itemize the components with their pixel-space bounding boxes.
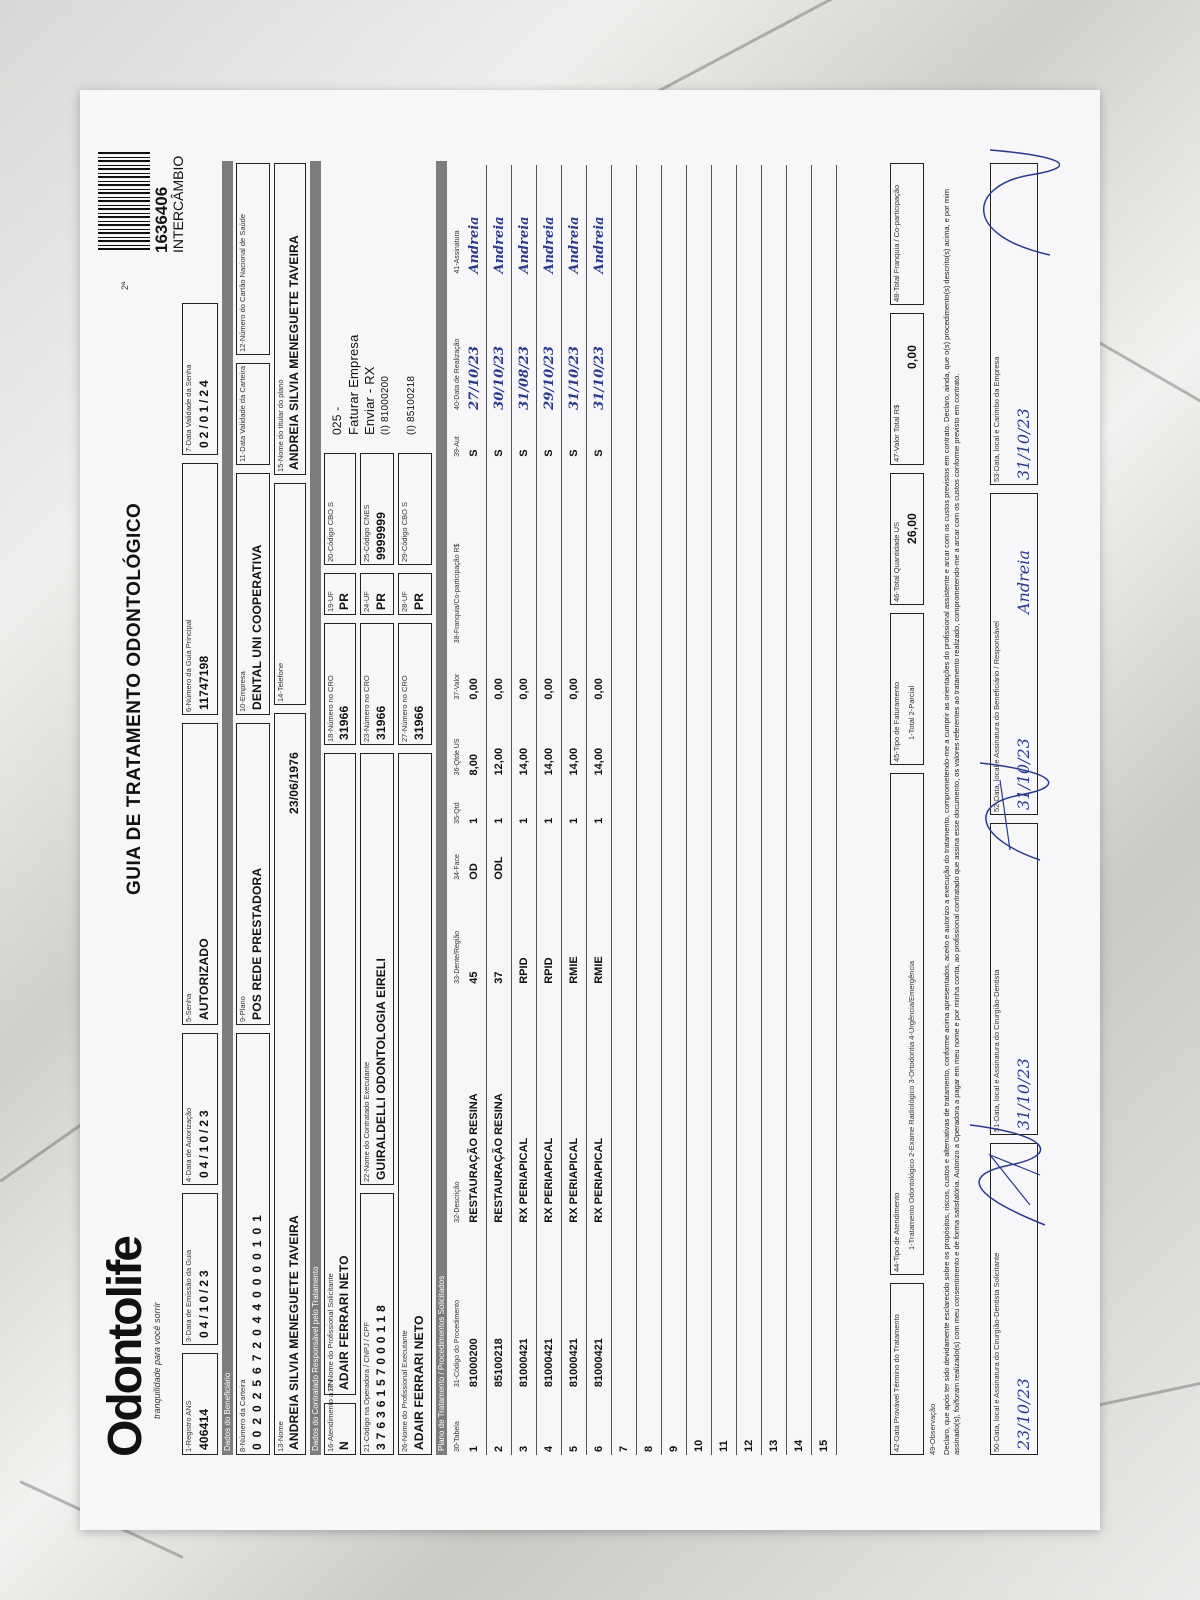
patient-signature: Andreia	[487, 165, 512, 277]
uf3-field: 28-UF PR	[398, 573, 432, 615]
row-number: 11	[712, 1390, 737, 1455]
procedure-code: 81000421	[512, 1226, 537, 1390]
rn-field: 16-Atendimento a RN N	[324, 1403, 356, 1455]
plan-field: 9-Plano POS REDE PRESTADORA	[236, 723, 270, 1025]
empty-cell	[787, 778, 812, 826]
procedure-description: RX PERIAPICAL	[562, 987, 587, 1226]
empty-cell	[637, 165, 662, 277]
company-signature-scribble	[950, 145, 1060, 265]
row-number: 12	[737, 1390, 762, 1455]
empty-cell	[762, 883, 787, 987]
authorized-flag: S	[462, 413, 487, 460]
procedure-description: RX PERIAPICAL	[512, 987, 537, 1226]
table-row	[462, 165, 487, 1455]
cnes-field: 25-Código CNES 9999999	[360, 453, 394, 565]
issue-date-field: 3-Data de Emissão da Guia 04/10/23	[182, 1193, 218, 1345]
franquia	[462, 460, 487, 646]
row-number: 10	[687, 1390, 712, 1455]
empty-cell	[687, 413, 712, 460]
empty-cell	[662, 827, 687, 883]
procedures-table	[452, 165, 837, 1455]
empty-cell	[712, 165, 737, 277]
empty-cell	[787, 165, 812, 277]
cbo3-field: 29-Código CBO S	[398, 453, 432, 565]
operator-code-field: 21-Código na Operadora / CNPJ / CPF 37636157000118	[360, 1193, 394, 1455]
empty-cell	[812, 413, 837, 460]
realization-date: 30/10/23	[487, 277, 512, 413]
row-number: 5	[562, 1390, 587, 1455]
end-date-field: 42-Data Provável Término do Tratamento	[890, 1283, 924, 1455]
empty-cell	[737, 646, 762, 702]
patient-signature: Andreia	[587, 165, 612, 277]
empty-cell	[737, 165, 762, 277]
realization-date: 31/10/23	[587, 277, 612, 413]
value: 0,00	[462, 646, 487, 702]
total-franquia-field: 48-Total Franquia / Co-participação	[890, 163, 924, 305]
empty-cell	[637, 1226, 662, 1390]
empty-cell	[737, 277, 762, 413]
empty-cell	[687, 277, 712, 413]
patient-signature: Andreia	[562, 165, 587, 277]
col-header: 41-Assinatura	[453, 230, 461, 274]
value: 0,00	[512, 646, 537, 702]
empty-cell	[812, 277, 837, 413]
value: 0,00	[487, 646, 512, 702]
empty-cell	[687, 778, 712, 826]
empty-cell	[637, 883, 662, 987]
empty-cell	[687, 646, 712, 702]
col-header: 30-Tabela	[453, 1421, 461, 1452]
empty-cell	[737, 460, 762, 646]
empty-cell	[712, 460, 737, 646]
quantity: 1	[487, 778, 512, 826]
signature-requesting-dentist: 50-Data, local e Assinatura do Cirurgião-Dentista Solicitante 23/10/23	[990, 1143, 1038, 1455]
empty-cell	[687, 827, 712, 883]
tooth-face	[537, 827, 562, 883]
total-us-field: 46-Total Quantidade US 26,00	[890, 473, 924, 605]
table-row-empty	[762, 165, 787, 1455]
procedure-code: 85100218	[487, 1226, 512, 1390]
empty-cell	[637, 987, 662, 1226]
authorized-flag: S	[537, 413, 562, 460]
col-header: 40-Data de Realização	[453, 338, 461, 410]
table-row-empty	[712, 165, 737, 1455]
table-row-empty	[737, 165, 762, 1455]
empty-cell	[662, 1226, 687, 1390]
empty-cell	[812, 703, 837, 779]
empty-cell	[812, 883, 837, 987]
empty-cell	[612, 883, 637, 987]
cro2-field: 23-Número no CRO 31966	[360, 623, 394, 745]
authorized-flag: S	[487, 413, 512, 460]
col-header: 31-Código do Procedimento	[453, 1299, 461, 1388]
requesting-professional-field: 17-Nome do Profissional Solicitante ADAIR FERRARI NETO	[324, 753, 356, 1395]
franquia	[487, 460, 512, 646]
empty-cell	[612, 277, 637, 413]
procedure-code: 81000421	[537, 1226, 562, 1390]
franquia	[562, 460, 587, 646]
realization-date: 29/10/23	[537, 277, 562, 413]
uf2-field: 24-UF PR	[360, 573, 394, 615]
executing-professional-field: 26-Nome do Profissional Executante ADAIR FERRARI NETO	[398, 753, 432, 1455]
empty-cell	[737, 703, 762, 779]
value: 0,00	[537, 646, 562, 702]
authorization-date-field: 4-Data de Autorização 04/10/23	[182, 1033, 218, 1185]
empty-cell	[737, 987, 762, 1226]
cns-field: 12-Número do Cartão Nacional de Saúde	[236, 163, 270, 355]
authorized-flag: S	[512, 413, 537, 460]
realization-date: 31/08/23	[512, 277, 537, 413]
franquia	[587, 460, 612, 646]
value: 0,00	[562, 646, 587, 702]
empty-cell	[762, 1226, 787, 1390]
empty-cell	[762, 987, 787, 1226]
empty-cell	[812, 778, 837, 826]
birth-date: 23/06/1976	[287, 751, 301, 814]
empty-cell	[612, 703, 637, 779]
empty-cell	[612, 827, 637, 883]
empty-cell	[637, 460, 662, 646]
procedure-code: 81000421	[587, 1226, 612, 1390]
cro-field: 18-Número no CRO 31966	[324, 623, 356, 745]
empty-cell	[637, 703, 662, 779]
empty-cell	[787, 460, 812, 646]
procedure-description: RX PERIAPICAL	[587, 987, 612, 1226]
patient-signature: Andreia	[537, 165, 562, 277]
row-number: 15	[812, 1390, 837, 1455]
barcode	[98, 150, 150, 250]
empty-cell	[662, 165, 687, 277]
empty-cell	[662, 277, 687, 413]
franquia	[512, 460, 537, 646]
row-number: 2	[487, 1390, 512, 1455]
note-line-1: 025 -	[330, 406, 344, 435]
empty-cell	[712, 277, 737, 413]
tooth-face: ODL	[487, 827, 512, 883]
us-quantity: 14,00	[587, 703, 612, 779]
empty-cell	[687, 460, 712, 646]
empty-cell	[712, 987, 737, 1226]
company-field: 10-Empresa DENTAL UNI COOPERATIVA	[236, 473, 270, 715]
col-header: 34-Face	[453, 854, 461, 880]
row-number: 3	[512, 1390, 537, 1455]
empty-cell	[762, 646, 787, 702]
empty-cell	[712, 1226, 737, 1390]
row-number: 6	[587, 1390, 612, 1455]
row-number: 14	[787, 1390, 812, 1455]
empty-cell	[662, 413, 687, 460]
dentist-signature-scribble	[950, 1115, 1060, 1235]
main-guide-number-field: 6-Número da Guia Principal 11747198	[182, 463, 218, 715]
observation-label: 49-Observação	[928, 1403, 937, 1455]
col-header: 33-Dente/Região	[453, 930, 461, 984]
empty-cell	[637, 277, 662, 413]
row-number: 8	[637, 1390, 662, 1455]
empty-cell	[762, 703, 787, 779]
us-quantity: 14,00	[537, 703, 562, 779]
tooth-region: RMIE	[587, 883, 612, 987]
guide-type: INTERCÂMBIO	[170, 155, 186, 253]
empty-cell	[762, 778, 787, 826]
empty-cell	[612, 165, 637, 277]
note-line-4: (I) 81000200	[380, 375, 391, 435]
logo-tagline: tranquilidade para você sorrir	[152, 1302, 162, 1419]
table-row-empty	[812, 165, 837, 1455]
col-header: 39-Aut	[453, 436, 461, 457]
phone-field: 14-Telefone	[274, 483, 306, 705]
password-field: 5-Senha AUTORIZADO	[182, 723, 218, 1025]
empty-cell	[812, 460, 837, 646]
note-line-3: Enviar - RX	[362, 366, 377, 435]
section-beneficiary: Dados do Beneficiário	[222, 161, 233, 1455]
declaration-text: Declaro, que após ter sido devidamente esclarecido sobre os propósitos, riscos, custos e alternativas de tratamento, conforme acima apresentados, aceito e autorizo a execução do tratamento, comprometendo-me a cumprir as orientações do profissional assistente e arcar com os custos previstos em contrato. Declaro, ainda, que o(s) procedimento(s) descrito(s) acima, e por mim assinado(s), foi/foram realizado(s) com meu consentimento e de forma satisfatória. Autorizo a Operadora a pagar em meu nome e por minha conta, ao profissional contratado que assina esse documento, os valores referentes ao tratamento realizado, comprometendo-me a arcar com os custos conforme previsto em contrato.	[942, 188, 961, 1455]
us-quantity: 8,00	[462, 703, 487, 779]
empty-cell	[712, 703, 737, 779]
cro3-field: 27-Número no CRO 31966	[398, 623, 432, 745]
empty-cell	[612, 460, 637, 646]
empty-cell	[812, 987, 837, 1226]
empty-cell	[612, 646, 637, 702]
empty-cell	[612, 413, 637, 460]
row-number: 13	[762, 1390, 787, 1455]
us-quantity: 12,00	[487, 703, 512, 779]
procedure-description: RESTAURAÇÃO RESINA	[462, 987, 487, 1226]
company-logo: Odontolife	[99, 1237, 152, 1457]
empty-cell	[662, 987, 687, 1226]
note-line-5: (I) 85100218	[406, 375, 417, 435]
form-title: GUIA DE TRATAMENTO ODONTOLÓGICO	[124, 502, 145, 895]
us-quantity: 14,00	[512, 703, 537, 779]
empty-cell	[737, 1226, 762, 1390]
signature-beneficiary: 52-Data, local e Assinatura do Beneficiário / Responsável 31/10/23 Andreia	[990, 493, 1038, 815]
empty-cell	[687, 1226, 712, 1390]
table-row	[587, 165, 612, 1455]
empty-cell	[787, 277, 812, 413]
quantity: 1	[562, 778, 587, 826]
empty-cell	[787, 987, 812, 1226]
procedure-description: RESTAURAÇÃO RESINA	[487, 987, 512, 1226]
empty-cell	[787, 883, 812, 987]
empty-cell	[687, 883, 712, 987]
patient-signature: Andreia	[462, 165, 487, 277]
signature-dentist: 51-Data, local e Assinatura do Cirurgião-Dentista 31/10/23	[990, 823, 1038, 1135]
company-stamp-area: 53-Data, local e Carimbo da Empresa 31/10/23	[990, 163, 1038, 485]
row-number: 9	[662, 1390, 687, 1455]
table-row	[537, 165, 562, 1455]
empty-cell	[612, 1226, 637, 1390]
contractor-field: 22-Nome do Contratado Executante GUIRALDELLI ODONTOLOGIA EIRELI	[360, 753, 394, 1185]
empty-cell	[762, 413, 787, 460]
col-header: 35-Qtd	[453, 802, 461, 824]
empty-cell	[662, 883, 687, 987]
dentist-signature-scribble	[950, 755, 1060, 875]
quantity: 1	[462, 778, 487, 826]
empty-cell	[787, 413, 812, 460]
franquia	[537, 460, 562, 646]
procedure-description: RX PERIAPICAL	[537, 987, 562, 1226]
form-content	[90, 115, 1070, 1515]
tooth-region: 37	[487, 883, 512, 987]
col-header: 32-Descrição	[453, 1181, 461, 1223]
empty-cell	[712, 827, 737, 883]
holder-field: 15-Nome do titular do plano ANDREIA SILVIA MENEGUETE TAVEIRA	[274, 163, 306, 475]
empty-cell	[762, 460, 787, 646]
empty-cell	[662, 460, 687, 646]
empty-cell	[812, 1226, 837, 1390]
empty-cell	[637, 413, 662, 460]
tooth-face	[512, 827, 537, 883]
procedure-code: 81000421	[562, 1226, 587, 1390]
treatment-guide-sheet	[80, 90, 1100, 1530]
empty-cell	[612, 987, 637, 1226]
tooth-face	[562, 827, 587, 883]
empty-cell	[712, 646, 737, 702]
empty-cell	[612, 778, 637, 826]
empty-cell	[737, 883, 762, 987]
quantity: 1	[537, 778, 562, 826]
table-row	[512, 165, 537, 1455]
tooth-region: RMIE	[562, 883, 587, 987]
empty-cell	[687, 987, 712, 1226]
empty-cell	[712, 778, 737, 826]
tooth-face	[587, 827, 612, 883]
table-row-empty	[687, 165, 712, 1455]
empty-cell	[637, 778, 662, 826]
note-line-2: Faturar Empresa	[346, 334, 361, 435]
procedure-code: 81000200	[462, 1226, 487, 1390]
tooth-region: RPID	[512, 883, 537, 987]
empty-cell	[762, 277, 787, 413]
empty-cell	[637, 827, 662, 883]
tooth-region: RPID	[537, 883, 562, 987]
guide-number: 1636406	[152, 186, 171, 253]
cbo-field: 20-Código CBO S	[324, 453, 356, 565]
col-header: 37-Valor	[453, 673, 461, 700]
card-number-field: 8-Número da Carteira 0020256720440000101	[236, 1033, 270, 1455]
tooth-region: 45	[462, 883, 487, 987]
empty-cell	[687, 703, 712, 779]
empty-cell	[662, 646, 687, 702]
attendance-type-field: 44-Tipo de Atendimento 1-Tratamento Odontológico 2-Exame Radiológico 3-Ortodontia 4-Urgência/Emergência	[890, 773, 924, 1275]
uf-field: 19-UF PR	[324, 573, 356, 615]
value: 0,00	[587, 646, 612, 702]
patient-signature: Andreia	[512, 165, 537, 277]
total-value-field: 47-Valor Total R$ 0,00	[890, 313, 924, 465]
empty-cell	[637, 646, 662, 702]
empty-cell	[787, 703, 812, 779]
empty-cell	[787, 646, 812, 702]
section-provider: Dados do Contratado Responsável pelo Tratamento	[310, 161, 321, 1455]
realization-date: 31/10/23	[562, 277, 587, 413]
empty-cell	[812, 646, 837, 702]
empty-cell	[687, 165, 712, 277]
table-row-empty	[612, 165, 637, 1455]
card-validity-field: 11-Data Validade da Carteira	[236, 363, 270, 465]
empty-cell	[662, 703, 687, 779]
row-number: 4	[537, 1390, 562, 1455]
password-validity-field: 7-Data Validade da Senha 02/01/24	[182, 303, 218, 455]
tooth-face: OD	[462, 827, 487, 883]
empty-cell	[812, 827, 837, 883]
empty-cell	[737, 413, 762, 460]
empty-cell	[762, 827, 787, 883]
col-header: 38-Franquia/Co-participação R$	[453, 543, 461, 644]
authorized-flag: S	[562, 413, 587, 460]
empty-cell	[662, 778, 687, 826]
row-number: 7	[612, 1390, 637, 1455]
beneficiary-name-field: 13-Nome ANDREIA SILVIA MENEGUETE TAVEIRA 23/06/1976	[274, 713, 306, 1455]
realization-date: 27/10/23	[462, 277, 487, 413]
col-header: 36-Qtde US	[453, 738, 461, 776]
row-number: 1	[462, 1390, 487, 1455]
empty-cell	[762, 165, 787, 277]
empty-cell	[712, 413, 737, 460]
billing-type-field: 45-Tipo de Faturamento 1-Total 2-Parcial	[890, 613, 924, 765]
table-row-empty	[662, 165, 687, 1455]
table-row-empty	[637, 165, 662, 1455]
procedures-header	[452, 165, 462, 1455]
table-row-empty	[787, 165, 812, 1455]
copy-mark: 2ª	[120, 281, 130, 290]
us-quantity: 14,00	[562, 703, 587, 779]
quantity: 1	[512, 778, 537, 826]
table-row	[562, 165, 587, 1455]
quantity: 1	[587, 778, 612, 826]
empty-cell	[712, 883, 737, 987]
empty-cell	[737, 778, 762, 826]
empty-cell	[787, 1226, 812, 1390]
empty-cell	[812, 165, 837, 277]
ans-field: 1-Registro ANS 406414	[182, 1353, 218, 1455]
empty-cell	[787, 827, 812, 883]
authorized-flag: S	[587, 413, 612, 460]
section-procedures: Plano de Tratamento / Procedimentos Solicitados	[436, 161, 447, 1455]
table-row	[487, 165, 512, 1455]
empty-cell	[737, 827, 762, 883]
